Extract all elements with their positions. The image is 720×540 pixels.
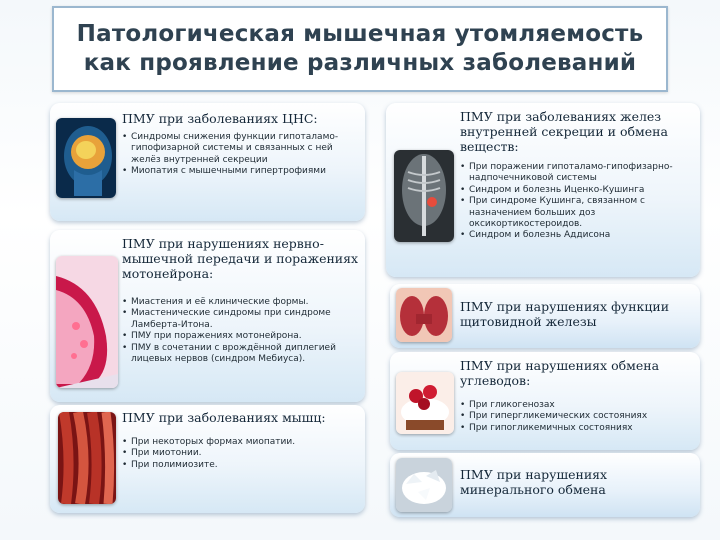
list-item: • При синдроме Кушинга, связанном с назначением больших доз оксикортикостероидов. (460, 196, 696, 230)
muscle-fibers-image (58, 412, 116, 504)
list-item: • Синдром и болезнь Иценко-Кушинга (460, 185, 696, 196)
list-item: • Синдромы снижения функции гипоталамо-гипофизарной системы и связанных с ней желёз внутренней секреции (122, 132, 360, 166)
cns-heading: ПМУ при заболеваниях ЦНС: (122, 111, 318, 126)
neuromuscular-bullet-list (122, 297, 362, 365)
body-xray-image (394, 150, 454, 242)
list-item: • Миастения и её клинические формы. (122, 297, 362, 308)
muscle-bullet-list (122, 437, 360, 471)
list-item: • При гипогликемичных состояниях (460, 423, 696, 434)
list-item: • При миотонии. (122, 448, 360, 459)
slide-title-line-1: Патологическая мышечная утомляемость (76, 21, 644, 47)
list-item: • Миопатия с мышечными гипертрофиями (122, 166, 360, 177)
slide-title-line-2: как проявление различных заболеваний (83, 50, 637, 76)
list-item: • Синдром и болезнь Аддисона (460, 230, 696, 241)
endocrine-bullet-list (460, 162, 696, 242)
list-item: • ПМУ при поражениях мотонейрона. (122, 331, 362, 342)
carbohydrate-bullet-list (460, 400, 696, 434)
list-item: • При гликогенозах (460, 400, 696, 411)
list-item: • Миастенические синдромы при синдроме Ламберта-Итона. (122, 308, 362, 331)
list-item: • При поражении гипоталамо-гипофизарно-надпочечниковой системы (460, 162, 696, 185)
thyroid-heading: ПМУ при нарушениях функции щитовидной железы (460, 299, 670, 329)
list-item: • При некоторых формах миопатии. (122, 437, 360, 448)
dessert-image (396, 372, 454, 434)
salt-crystals-image (396, 458, 452, 512)
cns-bullet-list (122, 132, 360, 178)
list-item: • ПМУ в сочетании с врождённой диплегией лицевых нервов (синдром Мебиуса). (122, 343, 362, 366)
muscle-heading: ПМУ при заболеваниях мышц: (122, 410, 326, 425)
slide-title-box (52, 6, 668, 92)
brain-scan-image (56, 118, 116, 198)
mineral-heading: ПМУ при нарушениях минерального обмена (460, 467, 608, 497)
synapse-illustration (56, 256, 118, 388)
endocrine-heading: ПМУ при заболеваниях желез внутренней секреции и обмена веществ: (460, 109, 668, 154)
neuromuscular-heading: ПМУ при нарушениях нервно-мышечной передачи и поражениях мотонейрона: (122, 236, 359, 281)
carbohydrate-heading: ПМУ при нарушениях обмена углеводов: (460, 358, 660, 388)
list-item: • При полимиозите. (122, 460, 360, 471)
thyroid-image (396, 288, 452, 342)
list-item: • При гипергликемических состояниях (460, 411, 696, 422)
